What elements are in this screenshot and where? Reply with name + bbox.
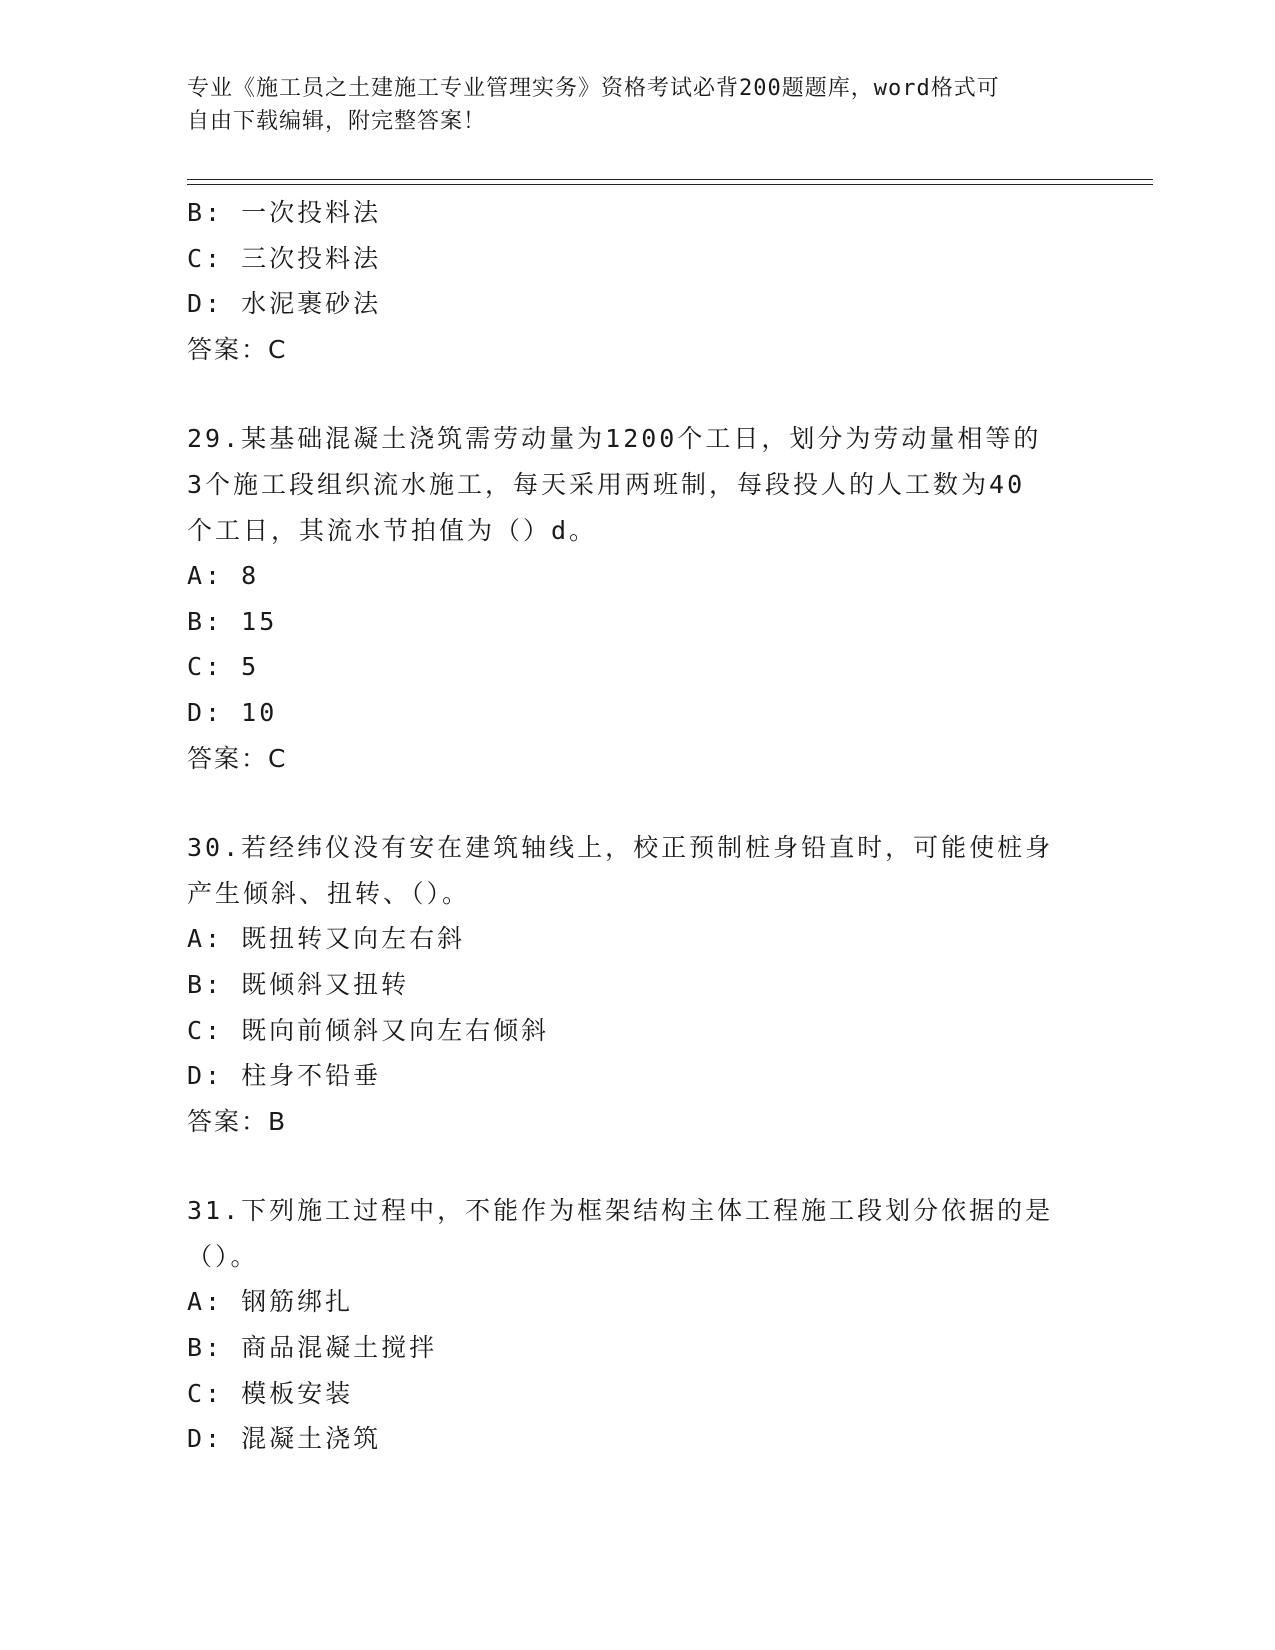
option-b: B: 既倾斜又扭转 (187, 969, 410, 999)
header-divider-top (187, 179, 1153, 180)
option-b: B: 商品混凝土搅拌 (187, 1333, 438, 1363)
option-c: C: 三次投料法 (187, 243, 382, 273)
option-a: A: 既扭转又向左右斜 (187, 924, 466, 954)
option-d: D: 10 (187, 697, 278, 727)
document-body (187, 190, 1087, 1462)
option-c: C: 既向前倾斜又向左右倾斜 (187, 1015, 550, 1045)
question-stem-line: 31.下列施工过程中，不能作为框架结构主体工程施工段划分依据的是 (187, 1196, 1054, 1226)
option-b: B: 15 (187, 606, 278, 636)
spacer (187, 1144, 1087, 1188)
document-header (187, 72, 1067, 138)
header-line-2: 自由下载编辑，附完整答案！ (187, 109, 487, 134)
spacer (187, 781, 1087, 825)
question-stem-line: 29.某基础混凝土浇筑需劳动量为1200个工日，划分为劳动量相等的 (187, 424, 1042, 454)
question-stem-line: 3个施工段组织流水施工，每天采用两班制，每段投人的人工数为40 (187, 469, 1026, 499)
question-stem-line: 30.若经纬仪没有安在建筑轴线上，校正预制桩身铅直时，可能使桩身 (187, 833, 1054, 863)
option-a: A: 8 (187, 561, 260, 591)
question-stem-line: （）。 (187, 1241, 259, 1271)
question-stem-line: 产生倾斜、扭转、（）。 (187, 878, 471, 908)
question-stem-line: 个工日，其流水节拍值为（）d。 (187, 515, 598, 545)
spacer (187, 372, 1087, 416)
option-c: C: 模板安装 (187, 1378, 354, 1408)
option-d: D: 混凝土浇筑 (187, 1424, 382, 1454)
option-d: D: 水泥裹砂法 (187, 289, 382, 319)
answer-line: 答案：C (187, 334, 288, 364)
question-29 (187, 416, 1087, 781)
question-28-continued (187, 190, 1087, 372)
answer-line: 答案：B (187, 1106, 288, 1136)
header-line-1: 专业《施工员之土建施工专业管理实务》资格考试必背200题题库，word格式可 (187, 76, 1000, 101)
header-divider-bottom (187, 184, 1153, 185)
answer-line: 答案：C (187, 743, 288, 773)
option-a: A: 钢筋绑扎 (187, 1287, 354, 1317)
option-c: C: 5 (187, 652, 260, 682)
option-d: D: 柱身不铅垂 (187, 1061, 382, 1091)
option-b: B: 一次投料法 (187, 198, 382, 227)
question-30 (187, 825, 1087, 1144)
question-31 (187, 1188, 1087, 1462)
